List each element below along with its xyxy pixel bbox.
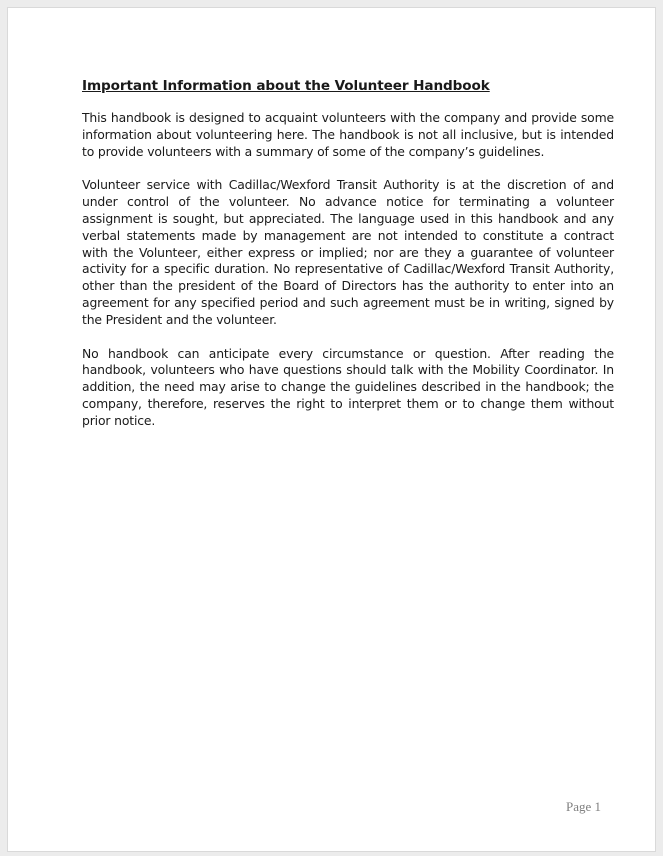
paragraph-volunteer-service: Volunteer service with Cadillac/Wexford Transit Authority is at the discretion of and under control of the volunteer. No advance notice for terminating a volunteer assignment is sought, but appreciated. The language used in this handbook and any verbal statements made by management are not intended to constitute a contract with the Volunteer, either express or implied; nor are they a guarantee of volunteer activity for a specific duration. No representative of Cadillac/Wexford Transit Authority, other than the president of the Board of Directors has the authority to enter into an agreement for any specified period and such agreement must be in writing, signed by the President and the volunteer.: [82, 177, 614, 327]
document-page: [7, 7, 656, 852]
paragraph-handbook-changes: No handbook can anticipate every circumstance or question. After reading the handbook, volunteers who have questions should talk with the Mobility Coordinator. In addition, the need may arise to change the guidelines described in the handbook; the company, therefore, reserves the right to interpret them or to change them without prior notice.: [82, 345, 614, 428]
page-content: [82, 77, 614, 447]
document-title: Important Information about the Volunteer Handbook: [82, 78, 490, 94]
page-number: Page 1: [565, 799, 601, 814]
paragraph-intro: This handbook is designed to acquaint volunteers with the company and provide some information about volunteering here. The handbook is not all inclusive, but is intended to provide volunteers with a summary of some of the company’s guidelines.: [82, 110, 614, 159]
